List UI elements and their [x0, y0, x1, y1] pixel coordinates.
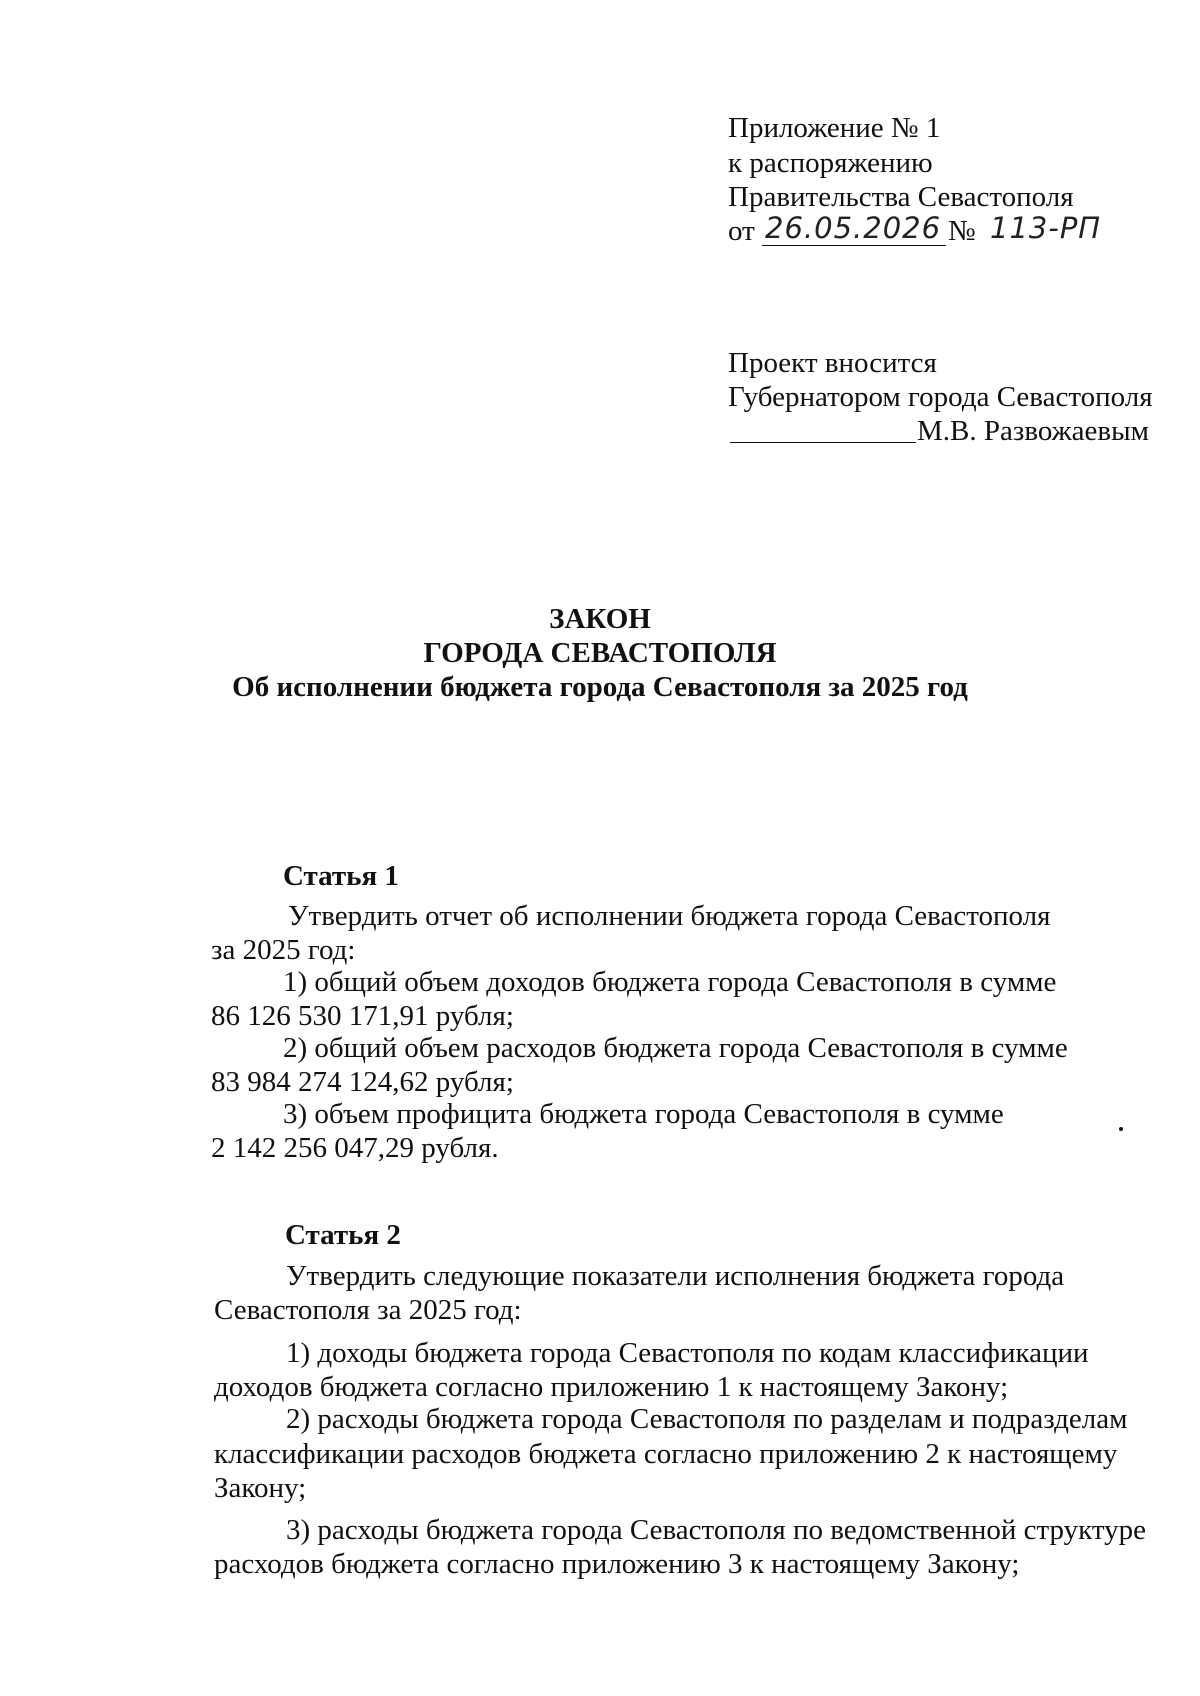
appendix-line-1: Приложение № 1 — [728, 112, 941, 144]
article-1-item-1-line-2: 86 126 530 171,91 рубля; — [211, 1000, 514, 1032]
appendix-number: 113-РП — [990, 211, 1102, 245]
article-2-item-1-line-1: 1) доходы бюджета города Севастополя по кодам классификации — [286, 1337, 1089, 1369]
appendix-date: 26.05.2026 — [765, 211, 942, 245]
article-2-intro-line-1: Утвердить следующие показатели исполнения бюджета города — [286, 1260, 1065, 1292]
title-line-3: Об исполнении бюджета города Севастополя за 2025 год — [232, 671, 968, 703]
article-1-item-3-line-1: 3) объем профицита бюджета города Севастополя в сумме — [283, 1098, 1004, 1130]
article-2-heading: Статья 2 — [285, 1219, 401, 1251]
appendix-from-label: от — [728, 215, 755, 247]
article-1-item-2-line-2: 83 984 274 124,62 рубля; — [211, 1066, 514, 1098]
appendix-line-3: Правительства Севастополя — [728, 181, 1074, 213]
signatory-name: М.В. Развожаевым — [917, 415, 1149, 447]
date-underline — [762, 245, 946, 246]
title-line-2: ГОРОДА СЕВАСТОПОЛЯ — [423, 637, 777, 669]
title-line-1: ЗАКОН — [549, 603, 651, 635]
article-1-heading: Статья 1 — [283, 860, 399, 892]
submitted-line-1: Проект вносится — [728, 347, 937, 379]
article-2-item-2-line-2: классификации расходов бюджета согласно приложению 2 к настоящему — [214, 1438, 1118, 1470]
article-1-intro-line-1: Утвердить отчет об исполнении бюджета города Севастополя — [288, 900, 1051, 932]
article-1-item-1-line-1: 1) общий объем доходов бюджета города Севастополя в сумме — [283, 966, 1057, 998]
article-2-item-2-line-3: Закону; — [214, 1472, 307, 1504]
article-2-item-2-line-1: 2) расходы бюджета города Севастополя по разделам и подразделам — [286, 1403, 1128, 1435]
article-1-item-3-line-2: 2 142 256 047,29 рубля. — [211, 1132, 499, 1164]
appendix-number-label: № — [948, 215, 976, 247]
article-1-item-2-line-1: 2) общий объем расходов бюджета города Севастополя в сумме — [283, 1032, 1068, 1064]
submitted-line-2: Губернатором города Севастополя — [728, 381, 1153, 413]
signature-line — [730, 442, 916, 443]
appendix-line-2: к распоряжению — [728, 147, 933, 179]
scan-dot-mark — [1119, 1127, 1123, 1131]
article-2-intro-line-2: Севастополя за 2025 год: — [214, 1294, 522, 1326]
article-2-item-3-line-2: расходов бюджета согласно приложению 3 к настоящему Закону; — [214, 1548, 1020, 1580]
article-1-intro-line-2: за 2025 год: — [211, 934, 356, 966]
article-2-item-1-line-2: доходов бюджета согласно приложению 1 к настоящему Закону; — [214, 1371, 1009, 1403]
article-2-item-3-line-1: 3) расходы бюджета города Севастополя по ведомственной структуре — [286, 1514, 1146, 1546]
